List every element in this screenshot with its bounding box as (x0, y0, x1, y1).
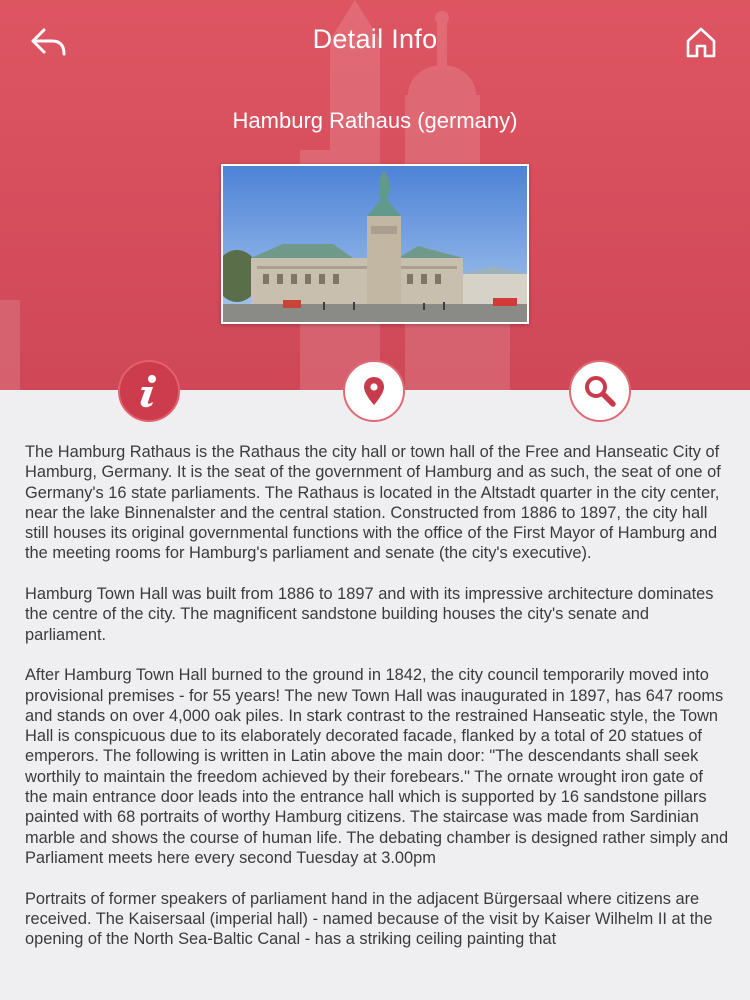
description-text (25, 442, 730, 1000)
home-button[interactable] (682, 24, 720, 62)
home-icon (682, 24, 720, 62)
tab-search[interactable] (569, 360, 631, 422)
description-paragraph-1: The Hamburg Rathaus is the Rathaus the city hall or town hall of the Free and Hanseatic City of Hamburg, Germany. It is the seat of the government of Hamburg and as such, the seat of one of Germany's 16 state parliaments. The Rathaus is located in the Altstadt quarter in the city center, near the lake Binnenalster and the central station. Constructed from 1886 to 1897, the city hall still houses its original governmental functions with the office of the First Mayor of Hamburg and the meeting rooms for Hamburg's parliament and senate (the city's executive). (25, 443, 721, 563)
page-title: Detail Info (312, 24, 438, 54)
tab-info[interactable] (118, 360, 180, 422)
description-paragraph-3: After Hamburg Town Hall burned to the ground in 1842, the city council temporarily moved into provisional premises - for 55 years! The new Town Hall was inaugurated in 1897, has 647 rooms and stands on over 4,000 oak piles. In stark contrast to the restrained Hanseatic style, the Town Hall is conspicuous due to its elaborately decorated facade, flanked by a total of 20 statues of emperors. The following is written in Latin above the main door: "The descendants shall seek worthily to maintain the freedom achieved by their forebears." The ornate wrought iron gate of the main entrance door leads into the entrance hall which is supported by 16 sandstone pillars painted with 68 portraits of worthy Hamburg citizens. The staircase was made from Sardinian marble and shows the course of human life. The debating chamber is designed rather simply and Parliament meets here every second Tuesday at 3.00pm (25, 666, 729, 867)
place-photo (221, 164, 529, 324)
description-paragraph-2: Hamburg Town Hall was built from 1886 to 1897 and with its impressive architecture dominates the centre of the city. The magnificent sandstone building houses the city's senate and parliament. (25, 585, 714, 644)
info-icon (134, 374, 164, 408)
place-title: Hamburg Rathaus (germany) (232, 108, 518, 133)
header-banner (0, 0, 750, 390)
description-paragraph-4: Portraits of former speakers of parliament hand in the adjacent Bürgersaal where citizens are received. The Kaisersaal (imperial hall) - named because of the visit by Kaiser Wilhelm II at the opening of the North Sea-Baltic Canal - has a striking ceiling painting that (25, 889, 713, 949)
town-hall-photo (223, 166, 527, 322)
search-icon (583, 374, 617, 408)
tab-location[interactable] (343, 360, 405, 422)
map-pin-icon (363, 376, 385, 406)
